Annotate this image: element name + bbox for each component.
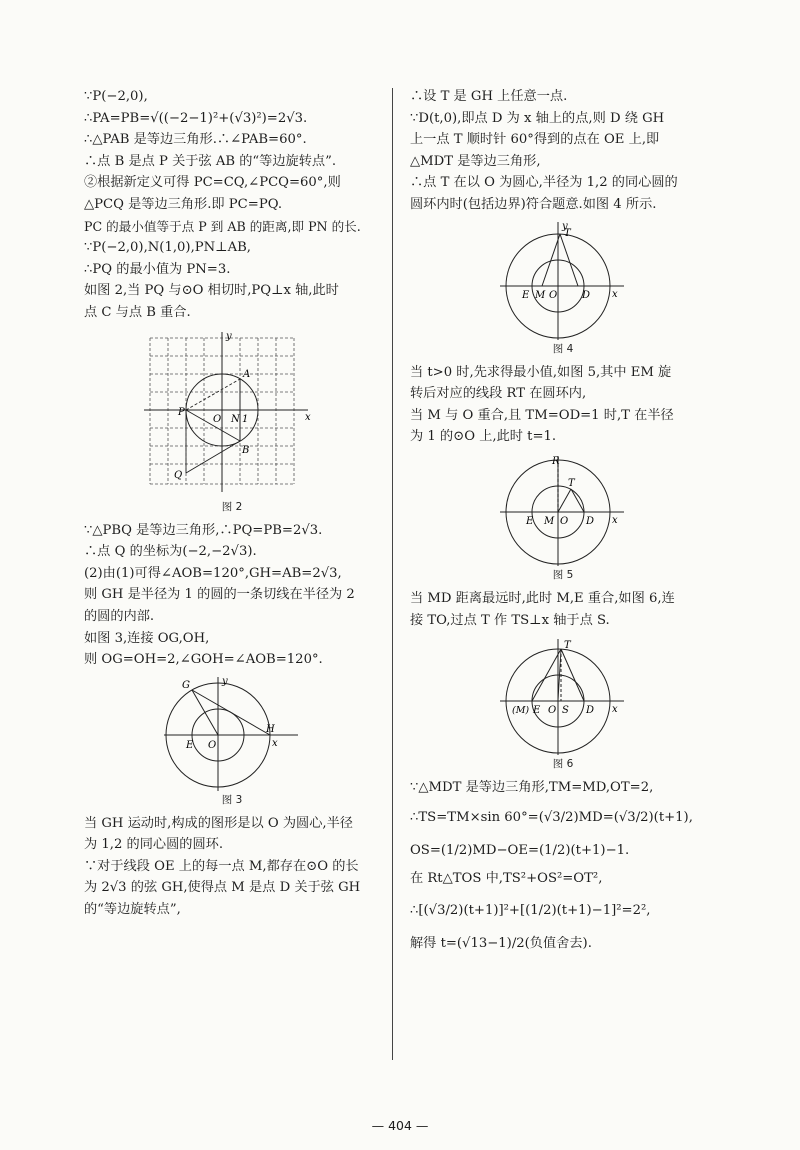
fig3-label-y: y <box>222 675 228 687</box>
fig4-label-t: T <box>564 227 571 239</box>
fig2-label-p: P <box>178 406 185 418</box>
left-line-4: ∴点 B 是点 P 关于弦 AB 的“等边旋转点”. <box>84 153 337 169</box>
left-column <box>84 86 380 921</box>
segment-td <box>561 649 584 701</box>
fig2-label-n: N <box>231 413 240 425</box>
fig6-label-s: S <box>562 705 569 717</box>
right-line-10: 为 1 的⊙O 上,此时 t=1. <box>410 429 557 445</box>
fig2-label-y: y <box>226 330 232 342</box>
fig3-label-o: O <box>208 739 217 751</box>
fig5-label-m: M <box>544 515 555 527</box>
fig2-label-o: O <box>213 413 222 425</box>
fig6-label-d: D <box>586 705 595 717</box>
figure-3 <box>162 675 302 793</box>
left-line-19: 当 GH 运动时,构成的图形是以 O 为圆心,半径 <box>84 815 353 831</box>
left-line-8: ∵P(−2,0),N(1,0),PN⊥AB, <box>84 240 251 256</box>
figure-5 <box>498 452 628 568</box>
right-line-5: ∴点 T 在以 O 为圆心,半径为 1,2 的同心圆的 <box>410 175 678 191</box>
left-line-23: 的“等边旋转点”, <box>84 902 181 918</box>
left-line-3: ∴△PAB 是等边三角形.∴∠PAB=60°. <box>84 132 307 148</box>
left-line-6: △PCQ 是等边三角形.即 PC=PQ. <box>84 196 283 212</box>
right-line-18: 解得 t=(√13−1)/2(负值舍去). <box>410 936 592 952</box>
fig3-label-e: E <box>186 739 194 751</box>
right-line-7: 当 t>0 时,先求得最小值,如图 5,其中 EM 旋 <box>410 364 672 380</box>
figure-4 <box>498 220 628 342</box>
left-line-21: ∵对于线段 OE 上的每一点 M,都存在⊙O 的长 <box>84 858 359 874</box>
fig5-label-d: D <box>586 515 595 527</box>
fig2-label-q: Q <box>174 469 183 481</box>
page-number: — 404 — <box>371 1118 429 1133</box>
right-line-1: ∴设 T 是 GH 上任意一点. <box>410 89 568 104</box>
left-line-15: 则 GH 是半径为 1 的圆的一条切线在半径为 2 <box>84 587 355 603</box>
fig6-label-e: E <box>533 705 541 717</box>
fig5-label-t: T <box>568 477 575 489</box>
left-line-13: ∴点 Q 的坐标为(−2,−2√3). <box>84 544 257 560</box>
left-line-14: (2)由(1)可得∠AOB=120°,GH=AB=2√3, <box>84 565 342 581</box>
fig3-label-h: H <box>266 723 275 735</box>
segment-og <box>192 690 218 735</box>
left-line-5: ②根据新定义可得 PC=CQ,∠PCQ=60°,则 <box>84 175 341 191</box>
left-line-18: 则 OG=OH=2,∠GOH=∠AOB=120°. <box>84 652 323 668</box>
right-line-3: 上一点 T 顺时针 60°得到的点在 OE 上,即 <box>410 132 660 148</box>
fig6-label-x: x <box>612 704 618 716</box>
figure-2 <box>142 330 322 500</box>
figure-4-caption: 图 4 <box>552 342 574 355</box>
left-line-16: 的圆的内部. <box>84 608 155 624</box>
right-line-17: ∴[(√3/2)(t+1)]²+[(1/2)(t+1)−1]²=2², <box>410 902 651 918</box>
left-line-17: 如图 3,连接 OG,OH, <box>84 630 210 646</box>
fig3-label-g: G <box>182 679 190 691</box>
column-divider <box>392 88 393 1060</box>
fig4-label-e: E <box>522 289 530 301</box>
fig6-label-me: (M) <box>512 705 530 717</box>
fig2-label-one: 1 <box>242 413 249 425</box>
right-line-6: 圆环内时(包括边界)符合题意.如图 4 所示. <box>410 196 657 212</box>
right-line-2: ∵D(t,0),即点 D 为 x 轴上的点,则 D 绕 GH <box>410 110 665 126</box>
left-line-1: ∵P(−2,0), <box>84 89 148 104</box>
fig5-label-o: O <box>560 515 569 527</box>
fig2-label-a: A <box>243 368 251 380</box>
left-line-10: 如图 2,当 PQ 与⊙O 相切时,PQ⊥x 轴,此时 <box>84 283 339 299</box>
fig2-label-x: x <box>305 411 311 423</box>
chord-gh <box>192 690 270 735</box>
left-line-22: 为 2√3 的弦 GH,使得点 M 是点 D 关于弦 GH <box>84 880 361 896</box>
fig2-label-b: B <box>242 444 250 456</box>
fig5-label-e: E <box>526 515 534 527</box>
right-column <box>410 86 716 955</box>
fig5-label-x: x <box>612 514 618 526</box>
fig3-label-x: x <box>272 737 278 749</box>
left-line-7: PC 的最小值等于点 P 到 AB 的距离,即 PN 的长. <box>84 218 361 234</box>
figure-6 <box>498 635 628 757</box>
fig6-label-t: T <box>564 640 571 652</box>
right-line-4: △MDT 是等边三角形, <box>410 153 541 169</box>
right-line-9: 当 M 与 O 重合,且 TM=OD=1 时,T 在半径 <box>410 407 674 423</box>
segment-td <box>571 489 584 512</box>
right-line-13: ∵△MDT 是等边三角形,TM=MD,OT=2, <box>410 780 654 796</box>
figure-6-caption: 图 6 <box>552 758 574 771</box>
left-line-2: ∴PA=PB=√((−2−1)²+(√3)²)=2√3. <box>84 110 308 126</box>
segment-mt <box>558 489 571 512</box>
fig4-label-o: O <box>549 289 558 301</box>
right-line-8: 转后对应的线段 RT 在圆环内, <box>410 386 587 402</box>
left-line-20: 为 1,2 的同心圆的圆环. <box>84 837 224 853</box>
fig6-label-o: O <box>548 705 557 717</box>
right-line-11: 当 MD 距离最远时,此时 M,E 重合,如图 6,连 <box>410 590 675 606</box>
fig4-label-m: M <box>535 289 546 301</box>
figure-2-caption: 图 2 <box>221 500 243 513</box>
segment-pa <box>186 379 240 410</box>
fig5-label-r: R <box>552 455 560 467</box>
figure-5-caption: 图 5 <box>552 568 574 581</box>
figure-3-caption: 图 3 <box>221 793 243 806</box>
right-line-12: 接 TO,过点 T 作 TS⊥x 轴于点 S. <box>410 612 610 628</box>
right-line-15: OS=(1/2)MD−OE=(1/2)(t+1)−1. <box>410 843 630 859</box>
left-line-11: 点 C 与点 B 重合. <box>84 304 191 320</box>
fig4-label-y: y <box>562 220 568 232</box>
fig4-label-x: x <box>612 288 618 300</box>
left-line-12: ∵△PBQ 是等边三角形,∴PQ=PB=2√3. <box>84 522 323 538</box>
fig4-label-d: D <box>582 289 591 301</box>
right-line-14: ∴TS=TM×sin 60°=(√3/2)MD=(√3/2)(t+1), <box>410 809 693 825</box>
left-line-9: ∴PQ 的最小值为 PN=3. <box>84 261 231 277</box>
right-line-16: 在 Rt△TOS 中,TS²+OS²=OT², <box>410 870 603 886</box>
